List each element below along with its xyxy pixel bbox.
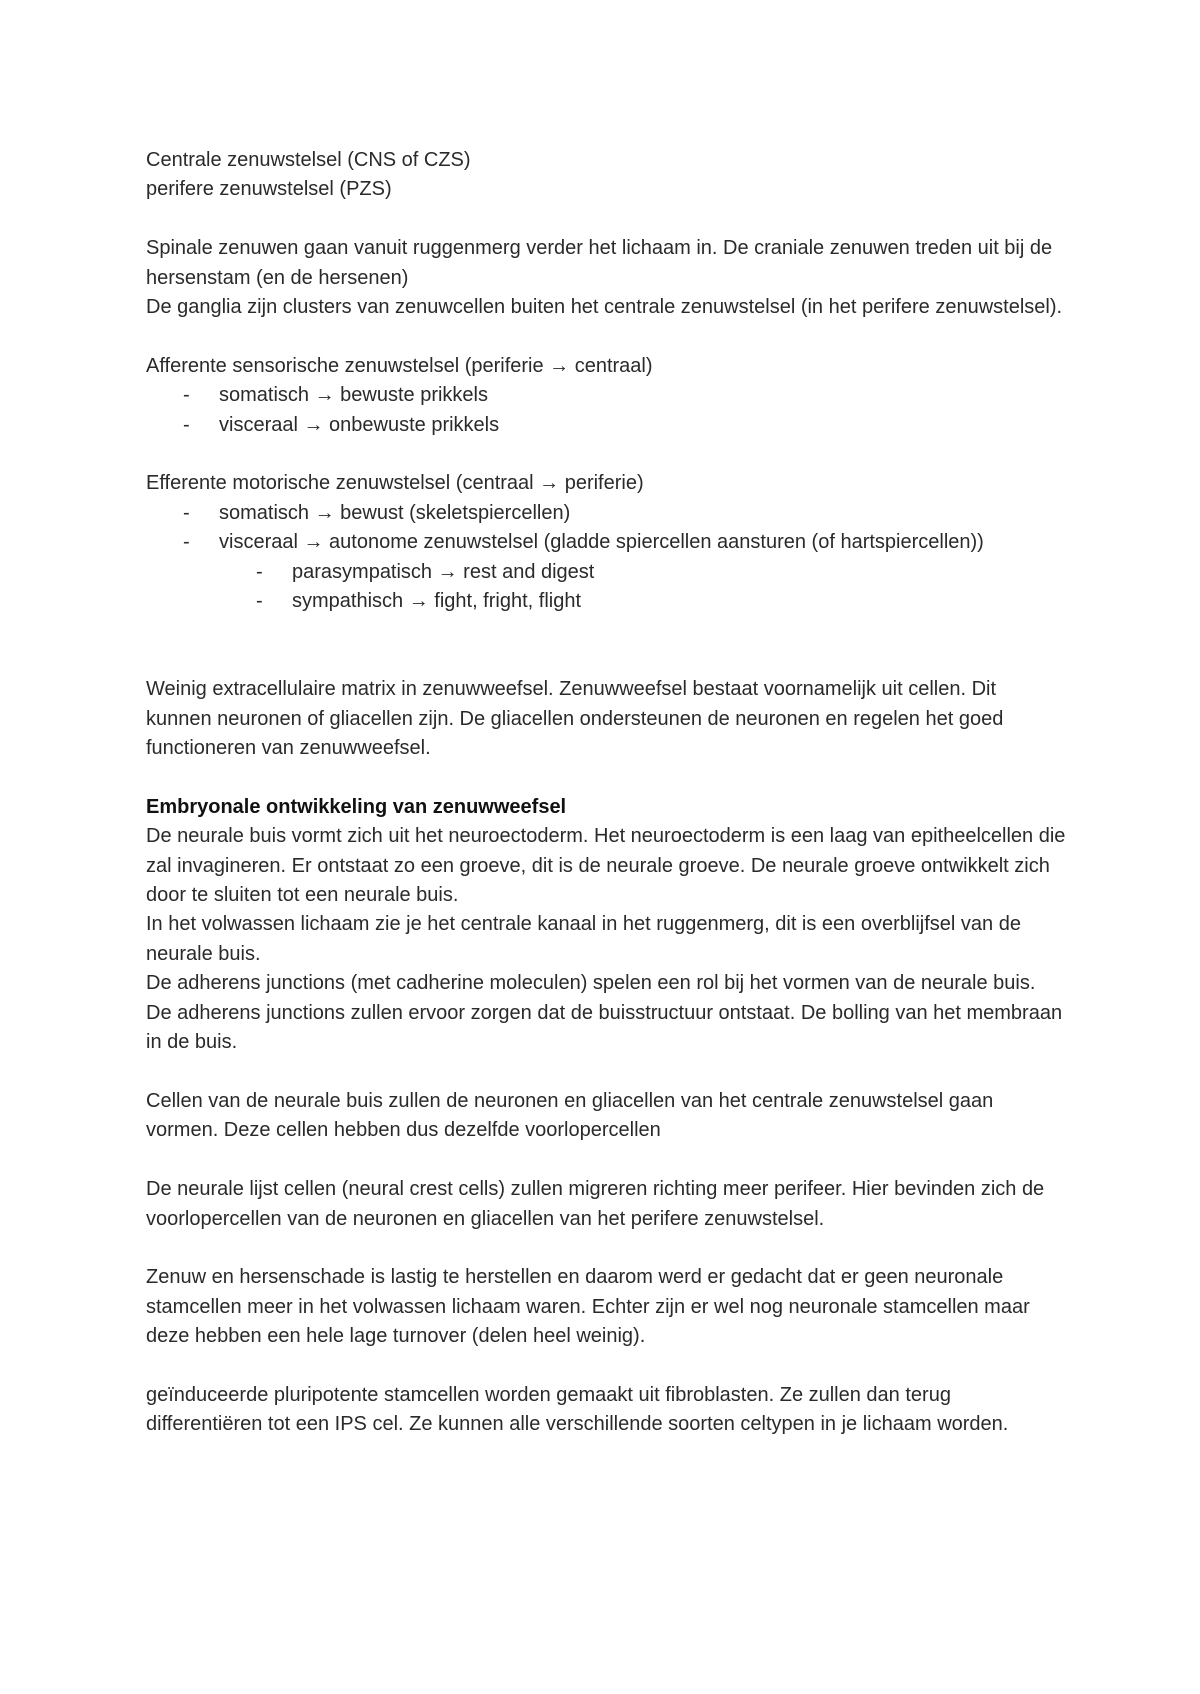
- intro-line-cns: Centrale zenuwstelsel (CNS of CZS): [146, 149, 471, 171]
- neural-tube-cells-paragraph: Cellen van de neurale buis zullen de neuronen en gliacellen van het centrale zenuwstelsel gaan vormen. Deze cellen hebben dus dezelfde voorlopercellen: [146, 1089, 994, 1142]
- neural-tube-paragraph: De neurale buis vormt zich uit het neuroectoderm. Het neuroectoderm is een laag van epitheelcellen die zal invagineren. Er ontstaat zo een groeve, dit is de neurale groeve. De neurale groeve ontwikkelt zich door te sluiten tot een neurale buis.: [146, 825, 1066, 907]
- list-item: - sympathisch → fight, fright, flight: [146, 587, 1066, 616]
- spacer: [146, 616, 1066, 675]
- ganglia-paragraph: De ganglia zijn clusters van zenuwcellen buiten het centrale zenuwstelsel (in het perifere zenuwstelsel).: [146, 296, 1063, 319]
- spinal-paragraph: Spinale zenuwen gaan vanuit ruggenmerg verder het lichaam in. De craniale zenuwen treden uit bij de hersenstam (en de hersenen): [146, 237, 1053, 289]
- intro-line-pns: perifere zenuwstelsel (PZS): [146, 178, 392, 201]
- list-item: [146, 528, 1066, 616]
- spacer: [146, 1234, 1066, 1263]
- spacer: [146, 205, 1066, 234]
- ips-paragraph: geïnduceerde pluripotente stamcellen worden gemaakt uit fibroblasten. Ze zullen dan terug differentiëren tot een IPS cel. Ze kunnen alle verschillende soorten celtypen in je lichaam worden.: [146, 1383, 1009, 1436]
- neural-crest-paragraph: De neurale lijst cellen (neural crest cells) zullen migreren richting meer perifeer. Hier bevinden zich de voorlopercellen van de neuronen en gliacellen van het perifere zenuwstelsel.: [146, 1178, 1045, 1230]
- spacer: [146, 1146, 1066, 1175]
- list-item: - somatisch → bewuste prikkels: [146, 381, 1066, 410]
- spacer: [146, 1058, 1066, 1087]
- matrix-paragraph: Weinig extracellulaire matrix in zenuwweefsel. Zenuwweefsel bestaat voornamelijk uit cellen. Dit kunnen neuronen of gliacellen zijn. De gliacellen ondersteunen de neuronen en regelen het goed functioneren van zenuwweefsel.: [146, 678, 1004, 760]
- spacer: [146, 1352, 1066, 1381]
- spacer: [146, 322, 1066, 351]
- central-canal-paragraph: In het volwassen lichaam zie je het centrale kanaal in het ruggenmerg, dit is een overblijfsel van de neurale buis.: [146, 913, 1021, 965]
- spacer: [146, 763, 1066, 792]
- autonomic-sublist: [146, 558, 1066, 617]
- list-item: - visceraal → onbewuste prikkels: [146, 411, 1066, 440]
- efferent-list: [146, 499, 1066, 617]
- afferent-title: Afferente sensorische zenuwstelsel (periferie → centraal): [146, 354, 653, 377]
- list-item-text: visceraal → autonome zenuwstelsel (gladde spiercellen aansturen (of hartspiercellen)): [219, 531, 984, 554]
- spacer: [146, 440, 1066, 469]
- list-item: - somatisch → bewust (skeletspiercellen): [146, 499, 1066, 528]
- stem-cells-paragraph: Zenuw en hersenschade is lastig te herstellen en daarom werd er gedacht dat er geen neuronale stamcellen meer in het volwassen lichaam waren. Echter zijn er wel nog neuronale stamcellen maar deze hebben een hele lage turnover (delen heel weinig).: [146, 1266, 1030, 1348]
- efferent-title: Efferente motorische zenuwstelsel (centraal → periferie): [146, 472, 644, 495]
- section-heading: Embryonale ontwikkeling van zenuwweefsel: [146, 795, 567, 818]
- adherens-paragraph: De adherens junctions (met cadherine moleculen) spelen een rol bij het vormen van de neurale buis. De adherens junctions zullen ervoor zorgen dat de buisstructuur ontstaat. De bolling van het membraan in de buis.: [146, 972, 1063, 1054]
- list-item: - parasympatisch → rest and digest: [146, 558, 1066, 587]
- document-page: [146, 146, 1066, 1440]
- afferent-list: [146, 381, 1066, 440]
